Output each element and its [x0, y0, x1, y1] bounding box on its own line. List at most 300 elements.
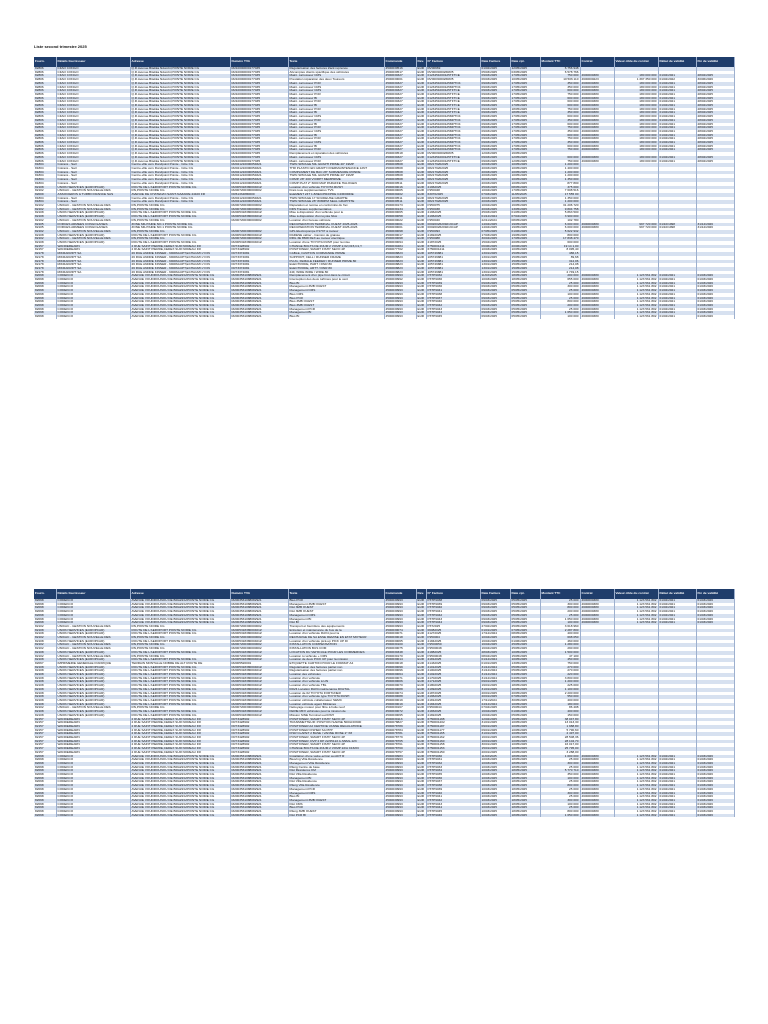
cell-posting-date: 18/05/2025 [510, 684, 540, 688]
cell-supplier-no: 82806 [34, 123, 56, 127]
cell-vat-number: M200531838000401Z [230, 692, 288, 696]
cell-vat-number: FR73374081 [230, 260, 288, 264]
cell-valid-from: 01/02/2021 [658, 148, 696, 152]
cell-invoice-date: 09/03/2025 [480, 304, 510, 308]
cell-vat-number: M200531838000401Z [230, 680, 288, 684]
cell-address: AVENUE VOUDROUNOU DE BRAZZA/POINTE NOIRE CG [130, 300, 230, 304]
cell-description: Management CMS [288, 289, 384, 293]
cell-invoice-date: 31/01/2025 [480, 688, 510, 692]
cell-description: Entretien et maintenance du bus de la [288, 629, 384, 633]
cell-supplier-no: 82108 [34, 234, 56, 238]
cell-description: THR PLASTIC EN GRAPH OVERMAINTENANCE 12NT [288, 167, 384, 171]
cell-contract: 4600000380 [580, 810, 614, 814]
cell-posting-date: 15/05/2025 [510, 718, 540, 722]
cell-invoice-no: 105749881 [426, 263, 480, 267]
cell-vat-number: M2003531088082921 [230, 784, 288, 788]
cell-amount-ttc: 16 017,00 [540, 743, 580, 747]
cell-address: ROUTE DE L'AEROPORT POINTE NOIRE CG [130, 710, 230, 714]
cell-valid-from: 01/02/2021 [658, 100, 696, 104]
cell-address: AVENUE VOUDROUNOU DE BRAZZA/POINTE NOIRE CG [130, 777, 230, 781]
cell-valid-to: 28/02/2025 [696, 130, 734, 134]
cell-supplier-name: CODEKCO [56, 599, 130, 603]
cell-order-no: 4500030327 [384, 104, 416, 108]
cell-invoice-no: P3TP9045 [426, 315, 480, 319]
cell-supplier-name: UNICAC - GESTION NOUVELLE DES [56, 230, 130, 234]
cell-order-no: 4500030017 [384, 234, 416, 238]
cell-amount-ttc: 3 618 960 [540, 625, 580, 629]
cell-amount-ttc: 270 000 [540, 666, 580, 670]
cell-currency: EUR [417, 285, 425, 289]
cell-invoice-date: 09/03/2025 [480, 282, 510, 286]
cell-amount-ttc: 1 280 000 [540, 643, 580, 647]
cell-supplier-name: CFAO CONGO [56, 89, 130, 93]
column-header-currency: Dev. [416, 589, 426, 599]
cell-invoice-date: 09/03/2025 [480, 111, 510, 115]
cell-contract-value: 1 123 561 802 [614, 784, 658, 788]
cell-contract: 4600000380 [580, 119, 614, 123]
cell-supplier-name: CODEKCO [56, 810, 130, 814]
cell-supplier-name: CFAO CONGO [56, 93, 130, 97]
cell-supplier-no: 82098 [34, 788, 56, 792]
cell-valid-to: 01/03/2026 [696, 282, 734, 286]
cell-address: RN,POINTE NOIRE CG [130, 230, 230, 234]
cell-invoice-date: 19/01/2025 [480, 684, 510, 688]
cell-order-no: 4500030327 [384, 74, 416, 78]
cell-posting-date: 08/05/2025 [510, 632, 540, 636]
cell-amount-ttc: 100 000 [540, 315, 580, 319]
cell-vat-number: M2003531088082921 [230, 304, 288, 308]
cell-description: Location d'un véhicule RAV4 pour la [288, 632, 384, 636]
cell-invoice-no: 21012025 [426, 666, 480, 670]
cell-invoice-no: P2500048 [426, 655, 480, 659]
cell-invoice-date: 27/02/2025 [480, 625, 510, 629]
cell-supplier-no: 82098 [34, 762, 56, 766]
cell-vat-number: FR73428902 [230, 747, 288, 751]
cell-posting-date: 18/05/2025 [510, 762, 540, 766]
cell-description: Maint. carrosseur PCR [288, 160, 384, 164]
cell-vat-number: M200531838000401Z [230, 234, 288, 238]
cell-address: Centre-ville vers Rondpoint Pointe - Côte CG [130, 200, 230, 204]
cell-supplier-no: 82098 [34, 300, 56, 304]
cell-address: AVENUE VOUDROUNOU DE BRAZZA/POINTE NOIRE CG [130, 814, 230, 818]
cell-amount-ttc: 350 000 [540, 130, 580, 134]
cell-posting-date: 18/05/2025 [510, 803, 540, 807]
cell-currency: EUR [417, 126, 425, 130]
cell-contract-value: 180 000 000 [614, 108, 658, 112]
cell-supplier-no: 82098 [34, 614, 56, 618]
cell-supplier-no: 82806 [34, 130, 56, 134]
cell-order-no: 4500030993 [384, 311, 416, 315]
cell-supplier-name: CFAO CONGO [56, 71, 130, 75]
cell-address: RN,POINTE NOIRE CG [130, 643, 230, 647]
cell-invoice-date: 09/03/2025 [480, 93, 510, 97]
cell-currency: EUR [417, 81, 425, 85]
cell-amount-ttc: 25 795,00 [540, 747, 580, 751]
cell-order-no: 4500030511 [384, 197, 416, 201]
cell-invoice-no: 082179202025 [426, 167, 480, 171]
cell-description: Dist Villa Résidence [288, 773, 384, 777]
cell-amount-ttc: 450 000 [540, 658, 580, 662]
cell-valid-from: 01/02/2021 [658, 111, 696, 115]
cell-description: LOCATION DU VEHICULE POUR LES COMMERCES [288, 651, 384, 655]
cell-posting-date: 15/05/2025 [510, 252, 540, 256]
cell-invoice-no: 6750001202 [426, 721, 480, 725]
cell-description: Location d'un véhicule [288, 677, 384, 681]
cell-address: ROUTE DE L'AEROPORT POINTE NOIRE CG [130, 234, 230, 238]
cell-contract: 4600000380 [580, 126, 614, 130]
cell-amount-ttc: 2 749,15 [540, 271, 580, 275]
cell-order-no: 4500030065 [384, 640, 416, 644]
cell-vat-number: M200531838000401Z [230, 695, 288, 699]
cell-posting-date: 17/05/2025 [510, 89, 540, 93]
cell-posting-date: 18/05/2025 [510, 111, 540, 115]
cell-order-no: 4500030001 [384, 226, 416, 230]
cell-invoice-date: 01/12/2024 [480, 658, 510, 662]
cell-vat-number: M2100000001770Z5 [230, 93, 288, 97]
cell-invoice-no: 21822025 [426, 234, 480, 238]
cell-supplier-name: UNION SERVICES (EUROPCAR) [56, 673, 130, 677]
cell-contract-value: 1 123 561 802 [614, 799, 658, 803]
cell-posting-date: 17/05/2025 [510, 100, 540, 104]
column-header-invoice-date: Date Facture [480, 57, 510, 67]
cell-supplier-name: UNICAC - GESTION NOUVELLE DES [56, 219, 130, 223]
cell-description: COMP PLAT 2" 6000 MAP PARAFFE HALOGEN [288, 182, 384, 186]
cell-invoice-date: 20/03/2025 [480, 163, 510, 167]
cell-contract-value: 180 000 000 [614, 111, 658, 115]
cell-vat-number: FR73428902 [230, 736, 288, 740]
cell-invoice-no: 6750001211 [426, 248, 480, 252]
cell-vat-number: M200531838000401Z [230, 714, 288, 718]
cell-address: Q.R.Avenue Bitelika Ndombi,POINTE NOIRE CG [130, 108, 230, 112]
cell-posting-date: 07/05/2025 [510, 629, 540, 633]
cell-posting-date: 18/05/2025 [510, 766, 540, 770]
cell-address: AVENUE VOUDROUNOU DE BRAZZA/POINTE NOIRE CG [130, 780, 230, 784]
cell-supplier-name: CODEKCO [56, 282, 130, 286]
cell-supplier-no: 82098 [34, 618, 56, 622]
cell-invoice-no: 21842025 [426, 703, 480, 707]
cell-supplier-no: 82105 [34, 223, 56, 227]
cell-amount-ttc: 214,08 [540, 267, 580, 271]
cell-currency: EUR [417, 743, 425, 747]
cell-address: ROUTE DE L'AEROPORT POINTE NOIRE CG [130, 632, 230, 636]
cell-invoice-date: 16/04/2025 [480, 643, 510, 647]
cell-invoice-no: P3TP9035 [426, 773, 480, 777]
cell-contract-value: 1 123 561 802 [614, 282, 658, 286]
cell-invoice-date: 14/04/2025 [480, 223, 510, 227]
cell-supplier-name: CFAO CONGO [56, 97, 130, 101]
column-header-invoice-no: N° Facture [426, 57, 480, 67]
cell-contract: 4600000380 [580, 115, 614, 119]
cell-amount-ttc: 550 000 [540, 695, 580, 699]
cell-invoice-date: 09/03/2025 [480, 123, 510, 127]
cell-address: AVENUE VOUDROUNOU DE BRAZZA/POINTE NOIRE CG [130, 603, 230, 607]
cell-address: AVENUE VOUDROUNOU DE BRAZZA/POINTE NOIRE CG [130, 810, 230, 814]
cell-vat-number: M2007200300000002 [230, 636, 288, 640]
cell-contract-value: 1 123 561 802 [614, 300, 658, 304]
cell-order-no: 4500030065 [384, 211, 416, 215]
cell-order-no: 4500030071 [384, 677, 416, 681]
cell-order-no: 4500030327 [384, 141, 416, 145]
cell-address: Q.R.Avenue Bitelika Ndombi,POINTE NOIRE CG [130, 115, 230, 119]
cell-invoice-date: 10/03/2025 [480, 814, 510, 818]
cell-contract-value: 1 123 561 802 [614, 788, 658, 792]
cell-contract: 4600000380 [580, 89, 614, 93]
cell-vat-number: FR73428902 [230, 743, 288, 747]
cell-invoice-no: 0123451000125TFTCE [426, 160, 480, 164]
cell-amount-ttc: 25 000 [540, 282, 580, 286]
cell-supplier-no: 82098 [34, 758, 56, 762]
cell-supplier-name: ASSOCIEROS & TURBO FRANCE SAS [56, 193, 130, 197]
cell-description: Management 3MB OUEST [288, 603, 384, 607]
cell-valid-to: 28/02/2025 [696, 126, 734, 130]
cell-invoice-no: 082179202025 [426, 178, 480, 182]
cell-currency: EUR [417, 196, 425, 200]
cell-amount-ttc: 25 000 [540, 289, 580, 293]
cell-address: AVENUE VOUDROUNOU DE BRAZZA/POINTE NOIRE CG [130, 766, 230, 770]
cell-invoice-date: 10/03/2025 [480, 766, 510, 770]
cell-invoice-no: P3TP9031 [426, 758, 480, 762]
cell-amount-ttc: 31 206 720 [540, 204, 580, 208]
cell-invoice-date: 16/04/2025 [480, 640, 510, 644]
cell-amount-ttc: 600 000 [540, 100, 580, 104]
cell-supplier-no: 82806 [34, 108, 56, 112]
cell-amount-ttc: 1 650 000 [540, 814, 580, 818]
cell-invoice-no: 21882025 [426, 651, 480, 655]
cell-supplier-no: 81804 [34, 182, 56, 186]
cell-amount-ttc: 100 000 [540, 777, 580, 781]
cell-valid-from: 01/02/2021 [658, 603, 696, 607]
cell-supplier-no: 82098 [34, 315, 56, 319]
cell-posting-date: 10/05/2025 [510, 743, 540, 747]
cell-contract-value: 1 123 561 802 [614, 803, 658, 807]
cell-valid-from: 01/02/2021 [658, 784, 696, 788]
cell-contract-value: 180 000 000 [614, 134, 658, 138]
cell-vat-number: M2100000001770Z5 [230, 148, 288, 152]
cell-supplier-name: WANDEREARN [56, 725, 130, 729]
cell-vat-number: M2100000001770Z5 [230, 137, 288, 141]
cell-order-no: 4500030508 [384, 167, 416, 171]
cell-order-no: 4500030993 [384, 769, 416, 773]
cell-posting-date: 15/05/2025 [510, 263, 540, 267]
cell-currency: EUR [417, 728, 425, 732]
cell-description: Maint. carrosseur PCR [288, 100, 384, 104]
cell-vat-number: M2100000001770Z5 [230, 111, 288, 115]
cell-posting-date: 17/05/2025 [510, 104, 540, 108]
cell-contract: 4600000380 [580, 156, 614, 160]
cell-supplier-no: 82178 [34, 256, 56, 260]
cell-amount-ttc: 600 000 [540, 241, 580, 245]
cell-amount-ttc: 600 000 [540, 145, 580, 149]
cell-amount-ttc: 25 000 [540, 766, 580, 770]
cell-contract-value: 180 000 000 [614, 93, 658, 97]
cell-valid-from: 01/02/2021 [658, 766, 696, 770]
cell-contract-value: 1 123 561 802 [614, 610, 658, 614]
cell-posting-date: 17/05/2025 [510, 130, 540, 134]
cell-description: POSITIONER, SMART FISHY SEVO 4P [288, 736, 384, 740]
cell-supplier-name: CFAO CONGO [56, 141, 130, 145]
column-header-supplier-name: Détails fournisseur [56, 589, 130, 599]
cell-invoice-date: 09/03/2025 [480, 89, 510, 93]
cell-supplier-name: CODEKCO [56, 315, 130, 319]
cell-posting-date: 20/06/2025 [510, 245, 540, 249]
cell-order-no: 4500030993 [384, 788, 416, 792]
cell-description: Mise à disposition d'un véhicule pour le [288, 211, 384, 215]
cell-posting-date: 18/05/2025 [510, 773, 540, 777]
cell-posting-date: 10/05/2025 [510, 721, 540, 725]
cell-invoice-date: 20/01/2025 [480, 751, 510, 755]
cell-contract: 4600000380 [580, 755, 614, 759]
cell-order-no: 4500030094 [384, 241, 416, 245]
cell-invoice-no: P3TP9046 [426, 814, 480, 818]
cell-supplier-no: 81804 [34, 178, 56, 182]
cell-posting-date: 05/05/2025 [510, 282, 540, 286]
cell-posting-date: 17/05/2025 [510, 145, 540, 149]
cell-vat-number: M200531838000401Z [230, 629, 288, 633]
cell-supplier-name: CODEKCO [56, 769, 130, 773]
cell-supplier-no: 82108 [34, 241, 56, 245]
cell-vat-number: M2007200300000002 [230, 655, 288, 659]
cell-order-no: 4500078765 [384, 740, 416, 744]
cell-valid-to: 01/03/2026 [696, 614, 734, 618]
cell-vat-number: M200531838000401Z [230, 632, 288, 636]
cell-valid-to: 30/06/2026 [696, 78, 734, 82]
cell-contract: 4600000380 [580, 226, 614, 230]
cell-posting-date: 10/05/2025 [510, 658, 540, 662]
cell-supplier-no: 82098 [34, 285, 56, 289]
cell-supplier-no: 82102 [34, 655, 56, 659]
cell-order-no: 4500030993 [384, 810, 416, 814]
cell-invoice-no: 6750001177 [426, 729, 480, 733]
cell-supplier-name: CODEKCO [56, 285, 130, 289]
cell-description: TRANSMETTEUR: POSITION SARNE 500GNO900 [288, 721, 384, 725]
cell-posting-date: 19/05/2025 [510, 223, 540, 227]
cell-supplier-name: Cotrans - Sarl [56, 197, 130, 201]
cell-posting-date: 10/05/2025 [510, 751, 540, 755]
cell-order-no: 4500030993 [384, 599, 416, 603]
cell-supplier-no: 82806 [34, 97, 56, 101]
cell-order-no: 4500078827 [384, 721, 416, 725]
cell-amount-ttc: 25 000 [540, 795, 580, 799]
cell-vat-number: M200531838000401Z [230, 658, 288, 662]
cell-contract: 4600000380 [580, 123, 614, 127]
cell-supplier-no: 82102 [34, 643, 56, 647]
cell-valid-to: 28/02/2025 [696, 137, 734, 141]
cell-currency: EUR [417, 141, 425, 145]
cell-amount-ttc: 750 000 [540, 137, 580, 141]
cell-description: Location des véhicules [288, 673, 384, 677]
cell-invoice-date: 09/03/2025 [480, 621, 510, 625]
cell-description: Location d'un véhicule TOYOTA RUSH [288, 186, 384, 190]
cell-supplier-name: UNION SERVICES (EUROPCAR) [56, 658, 130, 662]
cell-invoice-date: 08/04/2025 [480, 655, 510, 659]
cell-supplier-name: UNION SERVICES (EUROPCAR) [56, 703, 130, 707]
cell-contract: 4600000380 [580, 315, 614, 319]
cell-posting-date: 16/05/2025 [510, 204, 540, 208]
cell-invoice-date: 12/02/2025 [480, 718, 510, 722]
cell-supplier-name: CODEKCO [56, 795, 130, 799]
cell-currency: EUR [417, 721, 425, 725]
cell-currency: EUR [417, 765, 425, 769]
cell-posting-date: 10/05/2025 [510, 163, 540, 167]
cell-vat-number: M2007200300000002 [230, 706, 288, 710]
cell-amount-ttc: 1 000 000 [540, 755, 580, 759]
cell-description: Maint. carrosseur CMS [288, 115, 384, 119]
cell-contract: 4600000380 [580, 148, 614, 152]
cell-supplier-name: WANDEREARN [56, 740, 130, 744]
cell-currency: EUR [417, 170, 425, 174]
table-header [34, 57, 734, 67]
cell-currency: EUR [417, 78, 425, 82]
cell-vat-number: FR73374081 [230, 252, 288, 256]
cell-contract-value: 180 000 000 [614, 156, 658, 160]
cell-description: Dist 3MB OUEST [288, 606, 384, 610]
cell-order-no: 4500030088 [384, 688, 416, 692]
cell-description: Location tu véhicule + CMS [288, 655, 384, 659]
column-header-valid-from: Début de validité [658, 589, 696, 599]
cell-vat-number: M2100000001770Z5 [230, 115, 288, 119]
cell-supplier-name: Cotrans - Sarl [56, 182, 130, 186]
cell-supplier-name: UNION SERVICES (EUROPCAR) [56, 211, 130, 215]
cell-supplier-no: 82098 [34, 606, 56, 610]
cell-invoice-no: P250038 [426, 208, 480, 212]
cell-invoice-date: 31/12/2024 [480, 677, 510, 681]
cell-invoice-no: 21872025 [426, 241, 480, 245]
cell-valid-to: 01/03/2026 [696, 788, 734, 792]
cell-amount-ttc: 2 287 800 [540, 629, 580, 633]
cell-order-no: 4500030508 [384, 174, 416, 178]
cell-description: Location véhicule agent Mirkianes [288, 703, 384, 707]
column-header-address: Adresse [130, 57, 230, 67]
cell-posting-date: 18/05/2025 [510, 792, 540, 796]
cell-posting-date: 10/05/2025 [510, 78, 540, 82]
cell-supplier-name: Cotrans - Sarl [56, 200, 130, 204]
cell-amount-ttc: 800 000 [540, 234, 580, 238]
cell-invoice-date: 20/03/2025 [480, 208, 510, 212]
cell-contract: 4600000380 [580, 278, 614, 282]
cell-description: Maint. carrosseur PCR [288, 148, 384, 152]
cell-posting-date: 05/05/2025 [510, 285, 540, 289]
cell-invoice-date: 09/03/2025 [480, 86, 510, 90]
cell-valid-to: 01/03/2026 [696, 758, 734, 762]
cell-vat-number: M2021210000054621 [230, 171, 288, 175]
cell-supplier-name: MIKRAKRIPT SA [56, 256, 130, 260]
cell-supplier-no: 82098 [34, 274, 56, 278]
cell-invoice-date: 09/01/2025 [480, 725, 510, 729]
cell-currency: EUR [417, 665, 425, 669]
cell-vat-number: M2003531088082921 [230, 278, 288, 282]
cell-contract-value: 1 123 561 802 [614, 792, 658, 796]
cell-order-no: 4500030058 [384, 215, 416, 219]
cell-currency: EUR [417, 706, 425, 710]
cell-valid-to: 01/03/2026 [696, 806, 734, 810]
cell-currency: EUR [417, 698, 425, 702]
cell-contract: 4600000380 [580, 289, 614, 293]
cell-amount-ttc: 400 000 [540, 710, 580, 714]
cell-contract-value: 180 000 000 [614, 100, 658, 104]
cell-vat-number: M2100000001770Z5 [230, 108, 288, 112]
cell-address: ZONE MILITAIRE NO.1 POINTE NOIRE CG [130, 223, 230, 227]
cell-valid-from: 01/02/2021 [658, 762, 696, 766]
cell-amount-ttc: 3 288,00 [540, 751, 580, 755]
cell-valid-from: 01/02/2021 [658, 806, 696, 810]
cell-order-no: 4500030993 [384, 792, 416, 796]
cell-amount-ttc: 25 000 [540, 599, 580, 603]
cell-amount-ttc: 6 000 000 [540, 226, 580, 230]
cell-vat-number: M2007200300000002 [230, 219, 288, 223]
cell-address: Centre-ville vers Rondpoint Pointe - Côte CG [130, 178, 230, 182]
cell-valid-from: 01/02/2021 [658, 285, 696, 289]
cell-order-no: 4500030074 [384, 629, 416, 633]
